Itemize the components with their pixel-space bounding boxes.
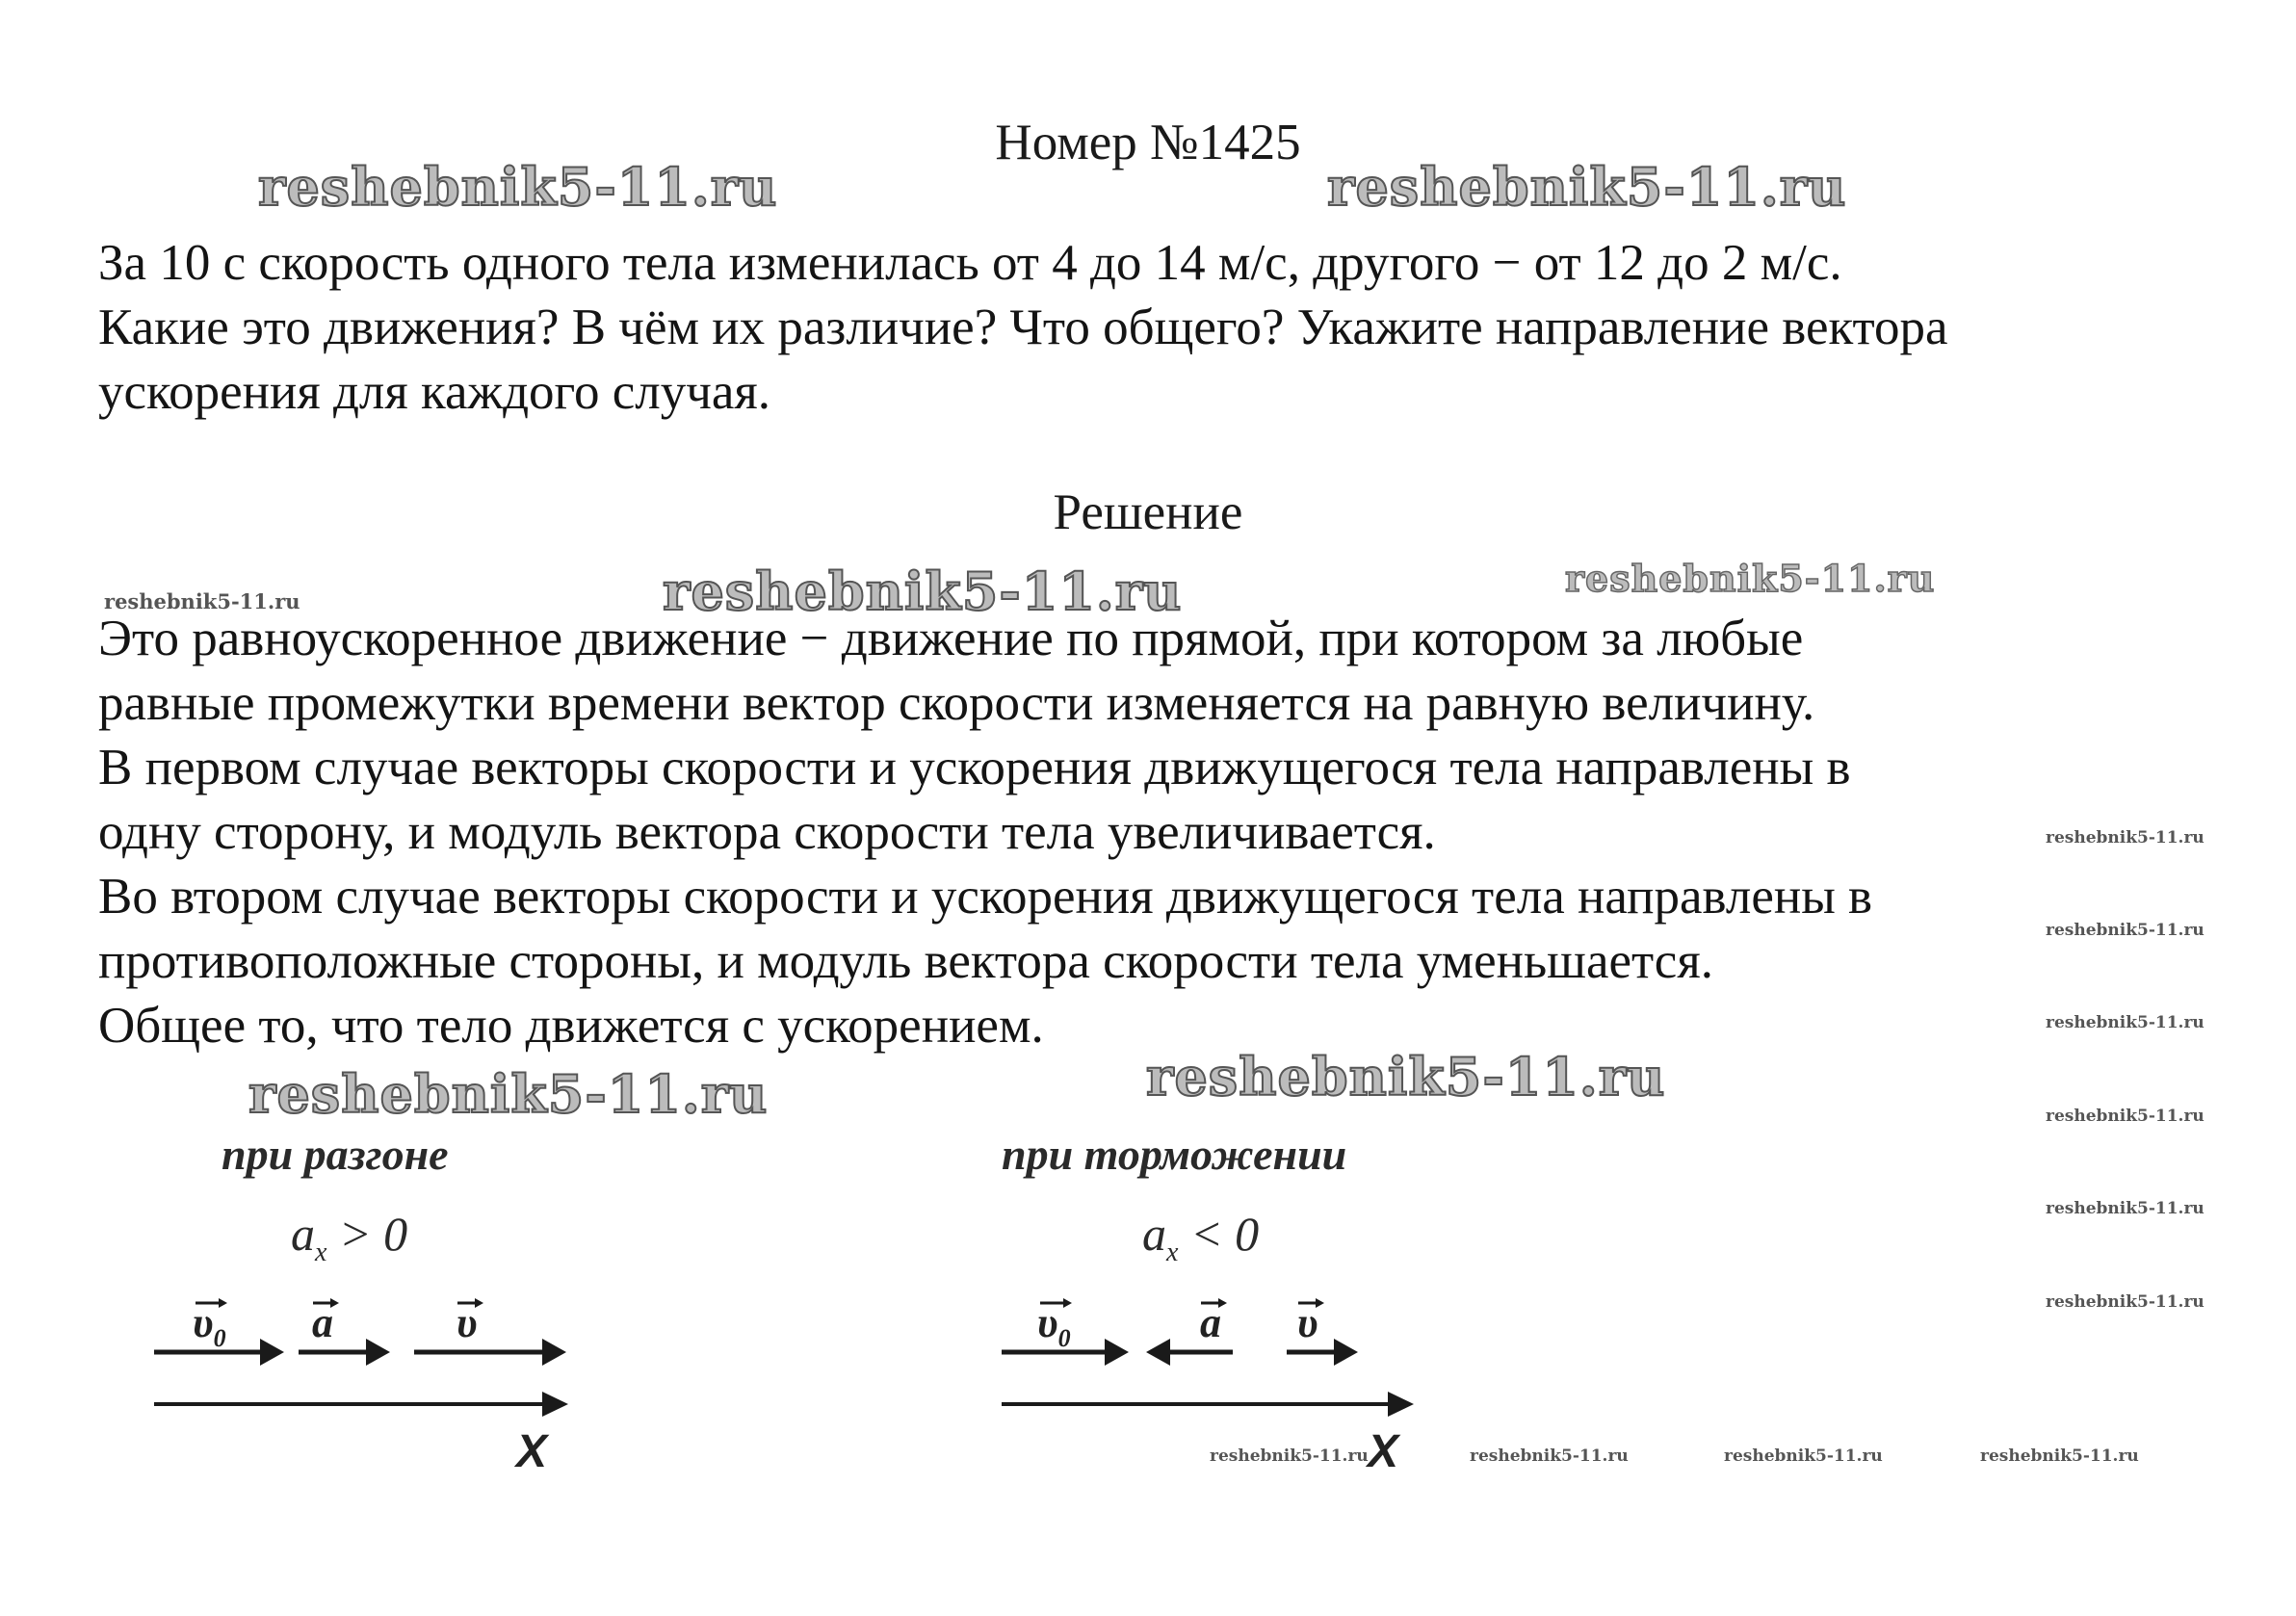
- watermark: reshebnik5-11.ru: [2046, 921, 2205, 940]
- v0-arrow-head: [1105, 1339, 1129, 1366]
- label-v0-subscript: 0: [1057, 1323, 1071, 1352]
- watermark: reshebnik5-11.ru: [248, 1063, 769, 1125]
- caption-acceleration: при разгоне: [222, 1130, 449, 1179]
- text-line: противоположные стороны, и модуль вектора скорости тела уменьшается.: [98, 933, 1713, 989]
- vector-diagram: [116, 1069, 1541, 1551]
- condition-relation: < 0: [1178, 1207, 1260, 1261]
- watermark: reshebnik5-11.ru: [1327, 156, 1847, 218]
- label-v0-symbol: υ: [193, 1299, 214, 1346]
- text-line: одну сторону, и модуль вектора скорости тела увеличивается.: [98, 804, 1436, 860]
- x-axis-arrow-head: [542, 1392, 568, 1417]
- v-arrow-head: [542, 1339, 566, 1366]
- watermark: reshebnik5-11.ru: [2046, 828, 2205, 847]
- watermark: reshebnik5-11.ru: [1980, 1447, 2139, 1466]
- watermark: reshebnik5-11.ru: [2046, 1107, 2205, 1126]
- axis-label-x: X: [516, 1426, 548, 1477]
- watermark: reshebnik5-11.ru: [1470, 1447, 1629, 1466]
- condition-relation: > 0: [326, 1207, 408, 1261]
- watermark: reshebnik5-11.ru: [2046, 1199, 2205, 1218]
- watermark: reshebnik5-11.ru: [104, 589, 300, 613]
- label-v: υ: [457, 1299, 478, 1346]
- condition-subscript: x: [315, 1238, 327, 1267]
- watermark: reshebnik5-11.ru: [663, 560, 1183, 622]
- condition-acceleration: [291, 1206, 407, 1268]
- solution-text: [98, 607, 2265, 1058]
- a-arrow-head: [1146, 1339, 1170, 1366]
- v-arrow-head: [1334, 1339, 1358, 1366]
- text-line: ускорения для каждого случая.: [98, 364, 771, 420]
- watermark: reshebnik5-11.ru: [258, 156, 778, 218]
- watermark: reshebnik5-11.ru: [2046, 1013, 2205, 1032]
- watermark: reshebnik5-11.ru: [1146, 1046, 1666, 1108]
- label-v0: [1037, 1298, 1071, 1353]
- watermark: reshebnik5-11.ru: [1724, 1447, 1883, 1466]
- label-v: υ: [1297, 1299, 1318, 1346]
- a-arrow-head: [366, 1339, 390, 1366]
- x-axis-arrow-head: [1388, 1392, 1414, 1417]
- v0-arrow-head: [260, 1339, 284, 1366]
- text-line: За 10 с скорость одного тела изменилась от 4 до 14 м/с, другого − от 12 до 2 м/с.: [98, 235, 1842, 291]
- text-line: Общее то, что тело движется с ускорением.: [98, 998, 1044, 1054]
- axis-label-x: X: [1368, 1426, 1399, 1477]
- label-v0-symbol: υ: [1037, 1299, 1058, 1346]
- condition-subscript: x: [1166, 1238, 1179, 1267]
- text-line: Во втором случае векторы скорости и ускорения движущегося тела направлены в: [98, 869, 1873, 925]
- problem-title: Номер №1425: [995, 115, 1301, 170]
- problem-text: [98, 231, 2265, 425]
- condition-symbol: a: [291, 1207, 315, 1261]
- condition-deceleration: [1142, 1206, 1259, 1268]
- label-a: a: [312, 1299, 333, 1346]
- text-line: Какие это движения? В чём их различие? Что общего? Укажите направление вектора: [98, 300, 1948, 355]
- watermark: reshebnik5-11.ru: [1565, 557, 1936, 600]
- condition-symbol: a: [1142, 1207, 1166, 1261]
- text-line: В первом случае векторы скорости и ускорения движущегося тела направлены в: [98, 740, 1851, 795]
- label-v0-subscript: 0: [213, 1323, 226, 1352]
- caption-deceleration: при торможении: [1002, 1130, 1347, 1179]
- label-v0: [193, 1298, 226, 1353]
- text-line: равные промежутки времени вектор скорости изменяется на равную величину.: [98, 675, 1815, 731]
- watermark: reshebnik5-11.ru: [2046, 1292, 2205, 1312]
- watermark: reshebnik5-11.ru: [1210, 1447, 1369, 1466]
- solution-title: Решение: [1053, 484, 1243, 540]
- label-a: a: [1200, 1299, 1221, 1346]
- text-line: Это равноускоренное движение − движение по прямой, при котором за любые: [98, 611, 1804, 666]
